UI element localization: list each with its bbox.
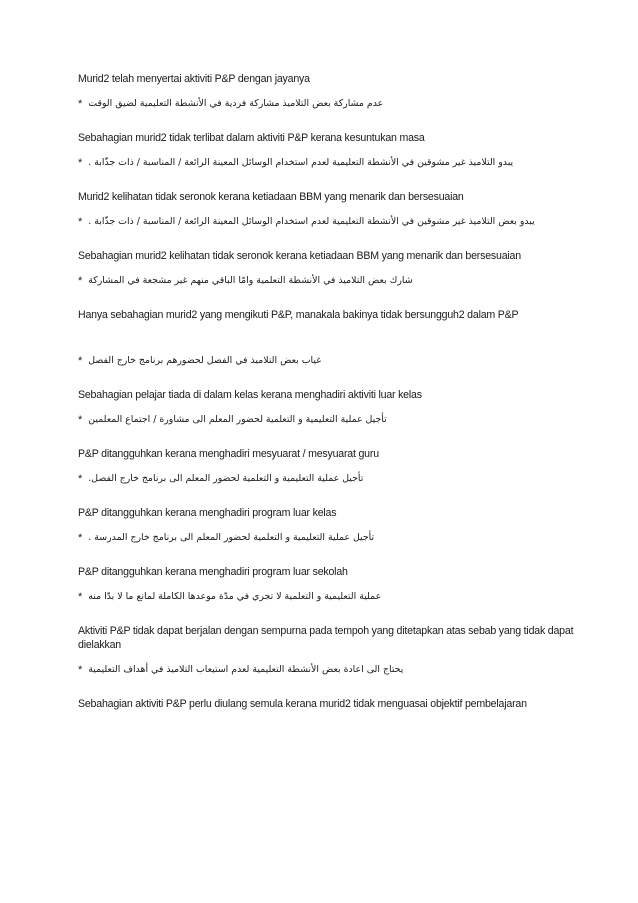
- arabic-line-5: [78, 354, 578, 368]
- arabic-text-10: يحتاج الى اعادة بعض الأنشطة التعليمية لعدم استيعاب التلاميذ في أهداف التعليمية: [88, 664, 404, 675]
- arabic-line-9: [78, 590, 578, 604]
- bullet-marker: *: [78, 532, 83, 544]
- malay-line-8: P&P ditangguhkan kerana menghadiri program luar kelas: [78, 507, 337, 519]
- bullet-marker: *: [78, 355, 83, 367]
- arabic-text-8: تأجيل عملية التعليمية و التعلمية لحضور المعلم الى برنامج خارج المدرسة .: [88, 532, 375, 543]
- arabic-line-10: [78, 663, 578, 677]
- arabic-line-7: [78, 472, 578, 486]
- bullet-marker: *: [78, 157, 83, 169]
- malay-line-3: Murid2 kelihatan tidak seronok kerana ketiadaan BBM yang menarik dan bersesuaian: [78, 191, 464, 203]
- malay-line-10: Aktiviti P&P tidak dapat berjalan dengan sempurna pada tempoh yang ditetapkan atas sebab yang tidak dapat dielakkan: [78, 625, 574, 651]
- malay-line-9: P&P ditangguhkan kerana menghadiri program luar sekolah: [78, 566, 348, 578]
- bullet-marker: *: [78, 98, 83, 110]
- arabic-line-2: [78, 156, 578, 170]
- malay-line-2: Sebahagian murid2 tidak terlibat dalam aktiviti P&P kerana kesuntukan masa: [78, 132, 425, 144]
- bullet-marker: *: [78, 275, 83, 287]
- malay-line-5: Hanya sebahagian murid2 yang mengikuti P&P, manakala bakinya tidak bersungguh2 dalam P&P: [78, 309, 519, 321]
- arabic-text-9: عملية التعليمية و التعلمية لا تجري في مدّة موعدها الكاملة لمانع ما لا بدّا منه: [88, 591, 382, 602]
- arabic-line-6: [78, 413, 578, 427]
- bullet-marker: *: [78, 473, 83, 485]
- malay-line-4: Sebahagian murid2 kelihatan tidak seronok kerana ketiadaan BBM yang menarik dan bersesuaian: [78, 250, 521, 262]
- arabic-line-4: [78, 274, 578, 288]
- bullet-marker: *: [78, 591, 83, 603]
- malay-line-7: P&P ditangguhkan kerana menghadiri mesyuarat / mesyuarat guru: [78, 448, 379, 460]
- malay-line-1: Murid2 telah menyertai aktiviti P&P dengan jayanya: [78, 73, 310, 85]
- bullet-marker: *: [78, 414, 83, 426]
- malay-line-6: Sebahagian pelajar tiada di dalam kelas kerana menghadiri aktiviti luar kelas: [78, 389, 422, 401]
- arabic-text-6: تأجيل عملية التعليمية و التعلمية لحضور المعلم الى مشاورة / اجتماع المعلمين: [88, 414, 387, 425]
- malay-line-11: Sebahagian aktiviti P&P perlu diulang semula kerana murid2 tidak menguasai objektif pembelajaran: [78, 698, 527, 710]
- arabic-text-3: يبدو بعض التلاميذ غير مشوقين في الأنشطة التعليمية لعدم استخدام الوسائل المعينة الرائعة / المناسبة / ذات جذّابة .: [88, 216, 535, 227]
- arabic-text-2: يبدو التلاميذ غير مشوقين في الأنشطة التعليمية لعدم استخدام الوسائل المعينة الرائعة / المناسبة / ذات جذّابة .: [88, 157, 514, 168]
- arabic-line-1: [78, 97, 578, 111]
- arabic-line-3: [78, 215, 578, 229]
- arabic-text-5: غياب بعض التلاميذ في الفصل لحضورهم برنامج خارج الفصل: [88, 355, 322, 366]
- bullet-marker: *: [78, 664, 83, 676]
- arabic-text-7: تأجيل عملية التعليمية و التعلمية لحضور المعلم الى برنامج خارج الفصل.: [88, 473, 364, 484]
- arabic-line-8: [78, 531, 578, 545]
- bullet-marker: *: [78, 216, 83, 228]
- document-page: [78, 72, 578, 711]
- arabic-text-1: عدم مشاركة بعض التلاميذ مشاركة فردية في الأنشطة التعليمية لضيق الوقت: [88, 98, 384, 109]
- arabic-text-4: شارك بعض التلاميذ في الأنشطة التعلمية وامّا الباقي منهم غير مشجعة في المشاركة: [88, 275, 413, 286]
